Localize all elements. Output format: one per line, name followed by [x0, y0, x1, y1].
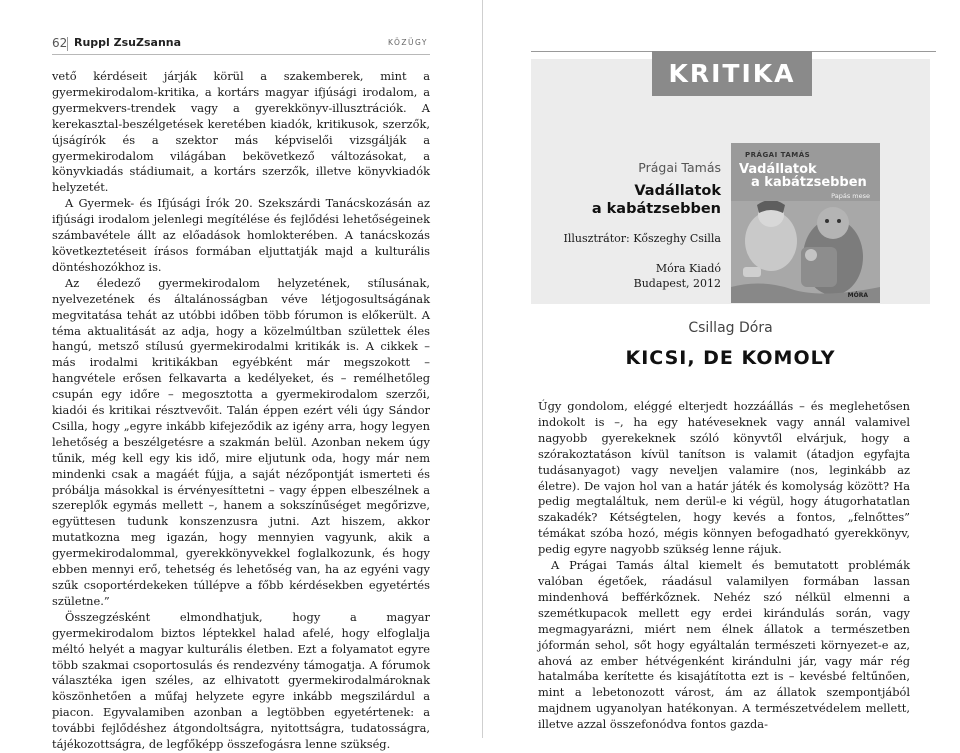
paragraph: Az éledező gyermekirodalom helyzetének, stílusának, nyelvezetének és általánosságban véve létjogosultságának megvitatása tehát az utóbbi időben több fórumon is előkerült. A téma aktualitását az adja, hogy a közelmúltban születtek éles hangú, metsző stílusú gyermekirodalmi kritikák is. A cikkek – más irodalmi kritikákban egyébként már megszokott – hangvétele erősen felkavarta a kedélyeket, és – remélhetőleg csupán egy időre – megosztotta a gyermekirodalom szerzői, kiadói és kritikai résztvevőit. Talán éppen ezért véli úgy Sándor Csilla, hogy „egyre inkább kifejeződik az igény arra, hogy legyen lehetőség a beszélgetésre a szakmán belül. Azonban nekem úgy tűnik, még kell egy kis idő, mire eljutunk oda, hogy már nem mindenki csak a magáét fújja, a saját nézőpontját ismerteti és próbálja másokkal is érvényesíttetni – vagy éppen elbeszélnek a szereplők egymás mellett –, hanem a sokszínűséget megőrizve, együttesen tudunk konszenzusra jutni. Azt hiszem, akkor mutatkozna meg igazán, hogy mennyien vagyunk, akik a gyermekirodalommal, gyerekkönyvekkel foglalkozunk, és hogy ebben mennyi erő, tehetség és lehetőség van, ha az egyéni vagy szűk csoportérdekeken túllépve a főbb kérdésekben egyetértés születne.”: [52, 275, 430, 608]
paragraph: Úgy gondolom, eléggé elterjedt hozzáállás – és meglehetősen indokolt is –, ha egy hatéveseknek vagy annál valamivel nagyobb gyerekeknek szóló könyvtől elvárjuk, hogy a szórakoztatáson kívül tanítson is valamit (átadjon egyfajta tudásanyagot) vagy neveljen valamire (nos, leginkább az életre). De vajon hol van a határ játék és komolyság között? Ha pedig megtaláltuk, nem derül-e ki végül, hogy átugorhatatlan szakadék? Kétségtelen, hogy kevés a fontos, „felnőttes” témákat szóba hozó, mégis könnyen befogadható gyerekkönyv, pedig egyre nagyobb szükség lenne rájuk.: [538, 399, 910, 557]
cover-subtitle: Papás mese: [831, 192, 870, 200]
running-author: Ruppl ZsuZsanna: [74, 36, 182, 49]
paragraph: Összegzésként elmondhatjuk, hogy a magyar gyermekirodalom biztos léptekkel halad afelé, hogy elfoglalja méltó helyét a magyar kulturális életben. Ezt a folyamatot egyre több szakmai csoportosulás és rendezvény támogatja. A fórumok választéka igen széles, az elhivatott gyermekirodalmároknak köszönhetően a műfaj helyzete egyre inkább megszilárdul a piacon. Egyvalamiben azonban a legtöbben egyetértenek: a további fejlődéshez átgondoltságra, nyitottságra, tudatosságra, tájékozottságra, de legfőképp összefogásra lenne szükség.: [52, 609, 430, 752]
header-divider-tick: [67, 37, 68, 51]
review-author: Csillag Dóra: [688, 320, 773, 336]
header-rule: [52, 54, 430, 55]
book-author: Prágai Tamás: [638, 160, 721, 175]
book-title-line2: a kabátzsebben: [591, 201, 721, 217]
right-body-text: [538, 399, 910, 733]
book-cover-image: [731, 143, 880, 303]
running-header: [52, 36, 428, 54]
cover-author: PRÁGAI TAMÁS: [745, 151, 811, 159]
left-body-text: [52, 69, 430, 753]
top-rule-left: [531, 51, 652, 52]
cover-illustration: [731, 201, 880, 303]
cover-title-line1: Vadállatok: [739, 162, 817, 177]
paragraph: A Gyermek- és Ifjúsági Írók 20. Szekszárdi Tanácskozásán az ifjúsági irodalom jelenlegi megítélése és fejlődési lehetőségeinek számbavétele állt az előadások homlokterében. A tanácskozás következtetéseit írásos formában eljuttatják majd a kulturális döntéshozókhoz is.: [52, 196, 430, 274]
paragraph: A Prágai Tamás által kiemelt és bemutatott problémák valóban égetőek, ráadásul valamilyen formában lassan mindenhová befférkőznek. Nehéz szó nélkül elmenni a szemétkupacok mellett egy erdei kirándulás során, vagy megmagyarázni, miért nem élnek állatok a természetben jóformán sehol, sőt hogy egyáltalán természeti környezet-e az, ahová az ember hétvégenként kirándulni jár, vagy már rég hatalmába kerítette és kisajátította ezt is – kevésbé feltűnően, mint a lebetonozott várost, ám az állatok szempontjából majdnem ugyanolyan hatékonyan. A természetvédelem mellett, illetve azzal összefonódva fontos gazda-: [538, 558, 910, 732]
page-number: 62: [52, 36, 68, 50]
book-illustrator: Illusztrátor: Kőszeghy Csilla: [563, 232, 721, 245]
book-details: [541, 160, 721, 291]
cover-title-line2: a kabátzsebben: [751, 175, 867, 190]
book-publisher: Móra Kiadó: [655, 262, 721, 275]
cover-title: [739, 163, 879, 189]
top-rule-right: [812, 51, 936, 52]
section-label: KRITIKA: [652, 51, 812, 96]
book-place-year: Budapest, 2012: [633, 277, 721, 290]
running-section: KÖZÜGY: [387, 38, 428, 47]
book-publisher-block: [541, 261, 721, 291]
book-title: [541, 182, 721, 218]
cover-publisher-logo: MÓRA: [847, 292, 868, 299]
page-gutter: [482, 0, 483, 738]
book-title-line1: Vadállatok: [634, 183, 721, 199]
review-title: KICSI, DE KOMOLY: [625, 347, 836, 369]
paragraph: vető kérdéseit járják körül a szakemberek, mint a gyermekirodalom-kritika, a kortárs magyar ifjúsági irodalom, a gyermekvers-trendek vagy a gyerekkönyv-illusztrációk. A kerekasztal-beszélgetések keretében kiadók, kritikusok, szerzők, újságírók és a szektor más képviselői vizsgálják a gyermekirodalom világában bekövetkező változásokat, a könyvkiadás stádiumait, a kortárs szerzők, illetve könyvkiadók helyzetét.: [52, 69, 430, 195]
